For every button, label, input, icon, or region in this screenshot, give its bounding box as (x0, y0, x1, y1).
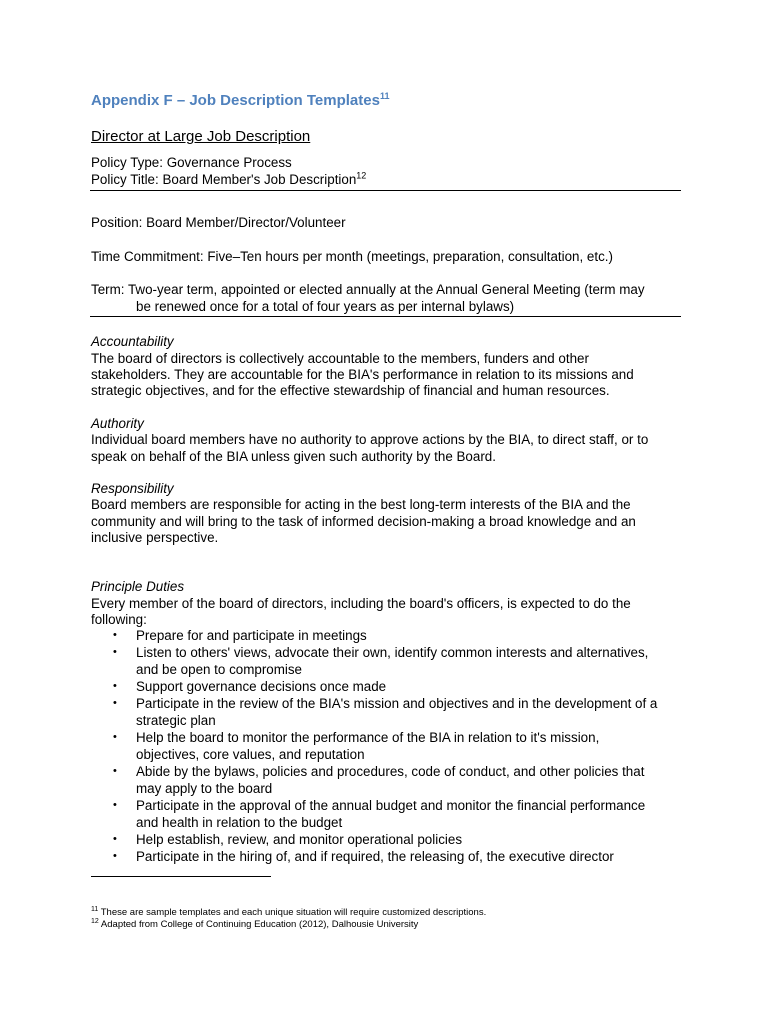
header-divider (90, 190, 681, 191)
appendix-title (91, 92, 389, 109)
bullet-icon: • (113, 850, 117, 862)
accountability-text-1: The board of directors is collectively accountable to the members, funders and other (91, 351, 589, 366)
accountability-heading: Accountability (91, 334, 174, 349)
footnote-12-text: Adapted from College of Continuing Education (2012), Dalhousie University (100, 919, 419, 930)
policy-title-value: Board Member's Job Description (162, 172, 357, 187)
footnote-12-number: 12 (91, 917, 99, 925)
bullet-icon: • (113, 646, 117, 658)
footnote-11-text: These are sample templates and each unique situation will require customized descriptions. (100, 907, 487, 918)
position-value: Board Member/Director/Volunteer (146, 215, 346, 230)
duty-item-text: and health in relation to the budget (136, 815, 343, 830)
doc-title: Director at Large Job Description (91, 128, 311, 145)
term-line (91, 281, 645, 298)
duties-intro-2: following: (91, 612, 147, 627)
authority-text-2: speak on behalf of the BIA unless given such authority by the Board. (91, 449, 496, 464)
duty-item (91, 831, 686, 848)
authority-text-1: Individual board members have no authority to approve actions by the BIA, to direct staff, or to (91, 432, 649, 447)
policy-title-label: Policy Title: (91, 172, 159, 187)
policy-type-line (91, 154, 292, 171)
bullet-icon: • (113, 629, 117, 641)
appendix-title-text: Appendix F – Job Description Templates (91, 92, 380, 109)
footnote-12 (91, 919, 418, 930)
term-divider (90, 316, 681, 317)
duty-item (91, 848, 686, 865)
term-label: Term: (91, 282, 125, 297)
duty-item-text: Abide by the bylaws, policies and procedures, code of conduct, and other policies that (136, 764, 645, 779)
duty-item-text: strategic plan (136, 713, 216, 728)
responsibility-heading: Responsibility (91, 481, 174, 496)
duty-item-text: objectives, core values, and reputation (136, 747, 365, 762)
duty-item-text: and be open to compromise (136, 662, 302, 677)
bullet-icon: • (113, 833, 117, 845)
time-commitment-line (91, 248, 613, 265)
policy-type-value: Governance Process (166, 155, 292, 170)
responsibility-text-2: community and will bring to the task of informed decision-making a broad knowledge and an (91, 514, 636, 529)
policy-type-label: Policy Type: (91, 155, 163, 170)
duties-heading: Principle Duties (91, 579, 185, 594)
term-value-line2: be renewed once for a total of four years as per internal bylaws) (136, 299, 515, 314)
duty-item-text: Support governance decisions once made (136, 679, 387, 694)
policy-title-footnote-ref: 12 (356, 170, 367, 181)
position-label: Position: (91, 215, 143, 230)
duty-item-text: Help establish, review, and monitor operational policies (136, 832, 463, 847)
duty-item (91, 678, 686, 695)
duties-intro-1: Every member of the board of directors, including the board's officers, is expected to do the (91, 596, 631, 611)
appendix-footnote-ref: 11 (379, 91, 390, 101)
duty-item-text: Participate in the review of the BIA's mission and objectives and in the development of a (136, 696, 658, 711)
duty-item-text: Listen to others' views, advocate their own, identify common interests and alternatives, (136, 645, 649, 660)
duty-item-text: may apply to the board (136, 781, 273, 796)
duty-item-text: Prepare for and participate in meetings (136, 628, 367, 643)
bullet-icon: • (113, 697, 117, 709)
duties-list (91, 627, 686, 865)
duty-item-text: Help the board to monitor the performance of the BIA in relation to it's mission, (136, 730, 600, 745)
bullet-icon: • (113, 731, 117, 743)
footnote-11 (91, 907, 486, 918)
accountability-text-3: strategic objectives, and for the effective stewardship of financial and human resources. (91, 383, 610, 398)
policy-title-line (91, 171, 366, 188)
duty-item (91, 763, 686, 797)
duty-item (91, 729, 686, 763)
bullet-icon: • (113, 799, 117, 811)
duty-item (91, 797, 686, 831)
footnote-separator (91, 876, 271, 877)
duty-item (91, 695, 686, 729)
duty-item (91, 644, 686, 678)
footnote-11-number: 11 (91, 905, 99, 913)
responsibility-text-1: Board members are responsible for acting in the best long-term interests of the BIA and the (91, 497, 631, 512)
authority-heading: Authority (91, 416, 144, 431)
position-line (91, 214, 346, 231)
duty-item (91, 627, 686, 644)
responsibility-text-3: inclusive perspective. (91, 530, 219, 545)
bullet-icon: • (113, 680, 117, 692)
term-value-line1: Two-year term, appointed or elected annually at the Annual General Meeting (term may (127, 282, 645, 297)
duty-item-text: Participate in the hiring of, and if required, the releasing of, the executive director (136, 849, 614, 864)
time-commitment-value: Five–Ten hours per month (meetings, preparation, consultation, etc.) (207, 249, 613, 264)
bullet-icon: • (113, 765, 117, 777)
duty-item-text: Participate in the approval of the annual budget and monitor the financial performance (136, 798, 646, 813)
accountability-text-2: stakeholders. They are accountable for the BIA's performance in relation to its missions and (91, 367, 634, 382)
time-commitment-label: Time Commitment: (91, 249, 204, 264)
